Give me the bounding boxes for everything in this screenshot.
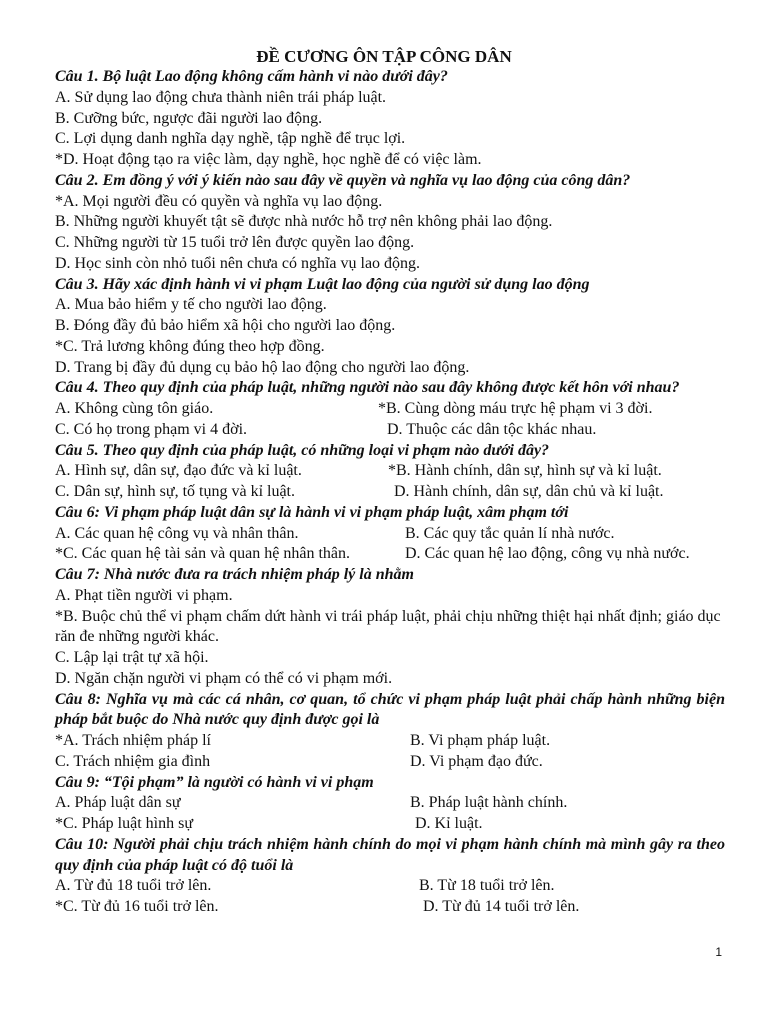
option-2c: C. Những người từ 15 tuổi trở lên được quyền lao động. <box>55 234 415 251</box>
option-6d: D. Các quan hệ lao động, công vụ nhà nước. <box>405 545 690 563</box>
option-9a: A. Pháp luật dân sự <box>55 794 181 812</box>
question-list <box>55 67 725 918</box>
option-6b: B. Các quy tắc quản lí nhà nước. <box>405 524 615 542</box>
option-5b: *B. Hành chính, dân sự, hình sự và kỉ luật. <box>388 462 662 480</box>
option-3d: D. Trang bị đầy đủ dụng cụ bảo hộ lao động cho người lao động. <box>55 358 470 376</box>
option-8c: C. Trách nhiệm gia đình <box>55 752 211 770</box>
question-8: Câu 8: Nghĩa vụ mà các cá nhân, cơ quan, tổ chức vi phạm pháp luật phải chấp hành những biện pháp bắt buộc do Nhà nước quy định được gọi là <box>55 690 725 729</box>
option-10a: A. Từ đủ 18 tuổi trở lên. <box>55 877 212 895</box>
option-7c: C. Lập lại trật tự xã hội. <box>55 649 209 666</box>
option-row-6-cd <box>55 544 725 565</box>
option-3c: *C. Trả lương không đúng theo hợp đồng. <box>55 337 325 355</box>
option-row-10-ab <box>55 876 725 897</box>
option-10c: *C. Từ đủ 16 tuổi trở lên. <box>55 898 219 915</box>
option-4b: *B. Cùng dòng máu trực hệ phạm vi 3 đời. <box>378 400 653 417</box>
option-row-8-cd <box>55 752 725 773</box>
option-9b: B. Pháp luật hành chính. <box>410 794 568 812</box>
option-5c: C. Dân sự, hình sự, tố tụng và kỉ luật. <box>55 483 295 500</box>
question-5: Câu 5. Theo quy định của pháp luật, có những loại vi phạm nào dưới đây? <box>55 441 550 459</box>
option-1d: *D. Hoạt động tạo ra việc làm, dạy nghề, học nghề để có việc làm. <box>55 151 482 168</box>
option-10d: D. Từ đủ 14 tuổi trở lên. <box>423 898 580 915</box>
option-2d: D. Học sinh còn nhỏ tuổi nên chưa có nghĩa vụ lao động. <box>55 254 421 272</box>
option-6a: A. Các quan hệ công vụ và nhân thân. <box>55 524 299 542</box>
option-7a: A. Phạt tiền người vi phạm. <box>55 586 233 604</box>
option-2a: *A. Mọi người đều có quyền và nghĩa vụ lao động. <box>55 192 383 210</box>
option-2b: B. Những người khuyết tật sẽ được nhà nước hỗ trợ nên không phải lao động. <box>55 213 553 231</box>
option-7b: *B. Buộc chủ thể vi phạm chấm dứt hành vi trái pháp luật, phải chịu những thiệt hại nhất định; giáo dục răn đe những người khác. <box>55 607 721 646</box>
option-1a: A. Sử dụng lao động chưa thành niên trái pháp luật. <box>55 88 387 106</box>
option-8b: B. Vi phạm pháp luật. <box>410 732 551 749</box>
option-10b: B. Từ 18 tuổi trở lên. <box>419 877 555 895</box>
option-row-4-cd <box>55 420 725 441</box>
question-4: Câu 4. Theo quy định của pháp luật, những người nào sau đây không được kết hôn với nhau? <box>55 379 680 397</box>
page-title: ĐỀ CƯƠNG ÔN TẬP CÔNG DÂN <box>256 47 512 66</box>
option-row-6-ab <box>55 524 725 545</box>
question-7: Câu 7: Nhà nước đưa ra trách nhiệm pháp lý là nhằm <box>55 566 414 583</box>
question-6: Câu 6: Vi phạm pháp luật dân sự là hành vi vi phạm pháp luật, xâm phạm tới <box>55 503 569 521</box>
question-9: Câu 9: “Tội phạm” là người có hành vi vi phạm <box>55 773 374 791</box>
option-5d: D. Hành chính, dân sự, dân chủ và kỉ luật. <box>394 483 664 500</box>
question-2: Câu 2. Em đồng ý với ý kiến nào sau đây về quyền và nghĩa vụ lao động của công dân? <box>55 171 631 189</box>
option-6c: *C. Các quan hệ tài sản và quan hệ nhân thân. <box>55 545 351 563</box>
option-1c: C. Lợi dụng danh nghĩa dạy nghề, tập nghề để trục lợi. <box>55 130 406 148</box>
option-row-4-ab <box>55 399 725 420</box>
question-1: Câu 1. Bộ luật Lao động không cấm hành vi nào dưới đây? <box>55 68 448 85</box>
option-4d: D. Thuộc các dân tộc khác nhau. <box>387 420 597 438</box>
option-7d: D. Ngăn chặn người vi phạm có thể có vi phạm mới. <box>55 669 393 687</box>
option-row-10-cd <box>55 897 725 918</box>
option-3a: A. Mua bảo hiểm y tế cho người lao động. <box>55 296 327 314</box>
page-number: 1 <box>715 945 722 959</box>
question-3: Câu 3. Hãy xác định hành vi vi phạm Luật lao động của người sử dụng lao động <box>55 275 590 293</box>
option-9d: D. Kỉ luật. <box>415 815 483 832</box>
option-row-9-ab <box>55 793 725 814</box>
option-3b: B. Đóng đầy đủ bảo hiểm xã hội cho người lao động. <box>55 317 396 334</box>
option-1b: B. Cưỡng bức, ngược đãi người lao động. <box>55 109 323 127</box>
option-4c: C. Có họ trong phạm vi 4 đời. <box>55 420 248 438</box>
option-5a: A. Hình sự, dân sự, đạo đức và kỉ luật. <box>55 462 302 480</box>
option-9c: *C. Pháp luật hình sự <box>55 815 194 832</box>
option-row-9-cd <box>55 814 725 835</box>
option-8d: D. Vi phạm đạo đức. <box>410 752 543 770</box>
option-row-5-cd <box>55 482 725 503</box>
option-8a: *A. Trách nhiệm pháp lí <box>55 732 211 749</box>
option-row-8-ab <box>55 731 725 752</box>
option-4a: A. Không cùng tôn giáo. <box>55 400 214 417</box>
question-10: Câu 10: Người phải chịu trách nhiệm hành chính do mọi vi phạm hành chính mà mình gây ra theo quy định của pháp luật có độ tuổi là <box>55 835 725 874</box>
option-row-5-ab <box>55 461 725 482</box>
